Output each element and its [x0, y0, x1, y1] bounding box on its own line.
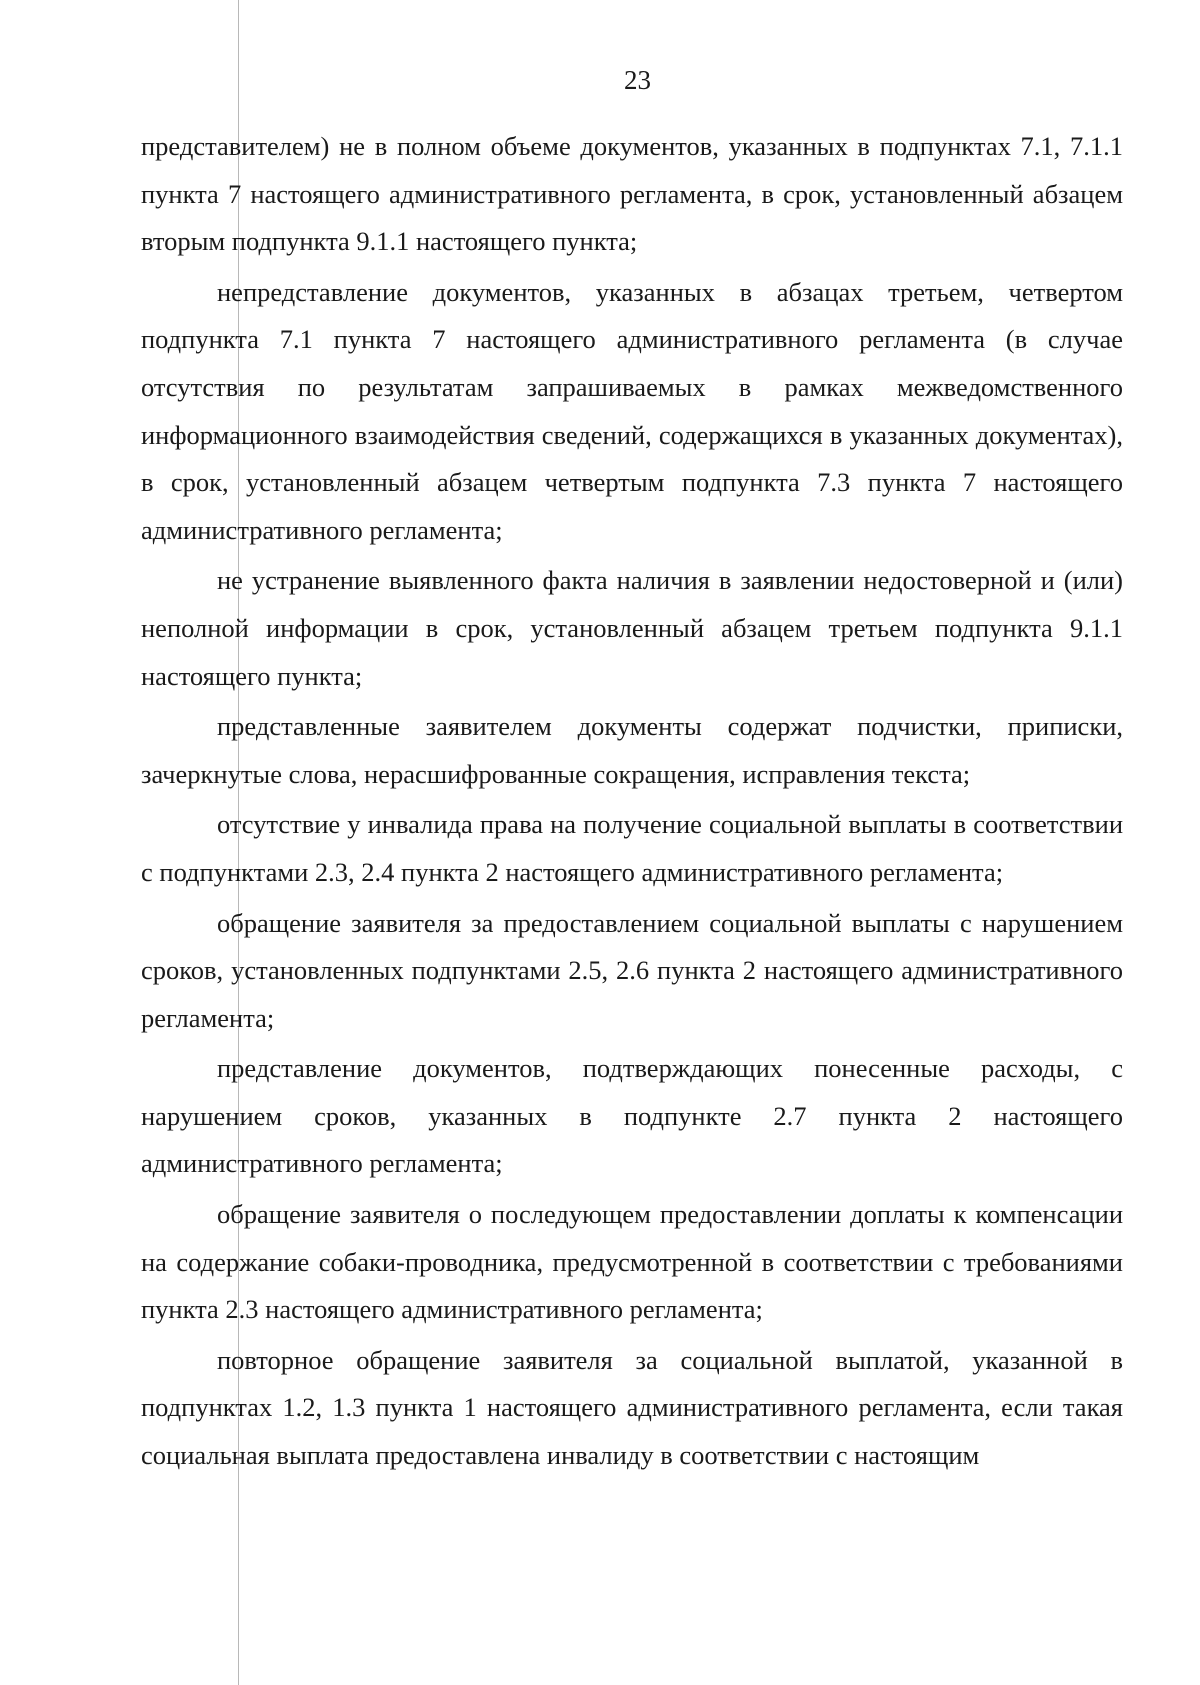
page-number: 23 — [624, 65, 651, 95]
paragraph: отсутствие у инвалида права на получение социальной выплаты в соответствии с подпунктами 2.3, 2.4 пункта 2 настоящего административного регламента; — [141, 809, 1123, 887]
paragraph: представление документов, подтверждающих понесенные расходы, с нарушением сроков, указанных в подпункте 2.7 пункта 2 настоящего административного регламента; — [141, 1053, 1123, 1179]
paragraph: непредставление документов, указанных в абзацах третьем, четвертом подпункта 7.1 пункта 7 настоящего административного регламента (в случае отсутствия по результатам запрашиваемых в рамках межведомственного информационного взаимодействия сведений, содержащихся в указанных документах), в срок, установленный абзацем четвертым подпункта 7.3 пункта 7 настоящего административного регламента; — [141, 276, 1123, 545]
paragraph: обращение заявителя о последующем предоставлении доплаты к компенсации на содержание собаки-проводника, предусмотренной в соответствии с требованиями пункта 2.3 настоящего административного регламента; — [141, 1199, 1123, 1325]
paragraph: представителем) не в полном объеме документов, указанных в подпунктах 7.1, 7.1.1 пункта 7 настоящего административного регламента, в срок, установленный абзацем вторым подпункта 9.1.1 настоящего пункта; — [141, 131, 1123, 257]
paragraph: обращение заявителя за предоставлением социальной выплаты с нарушением сроков, установленных подпунктами 2.5, 2.6 пункта 2 настоящего административного регламента; — [141, 907, 1123, 1033]
paragraph: представленные заявителем документы содержат подчистки, приписки, зачеркнутые слова, нерасшифрованные сокращения, исправления текста; — [141, 711, 1123, 789]
paragraph: повторное обращение заявителя за социальной выплатой, указанной в подпунктах 1.2, 1.3 пункта 1 настоящего административного регламента, если такая социальная выплата предоставлена инвалиду в соответствии с настоящим — [141, 1344, 1123, 1471]
document-body — [141, 123, 1123, 1483]
paragraph: не устранение выявленного факта наличия в заявлении недостоверной и (или) неполной информации в срок, установленный абзацем третьем подпункта 9.1.1 настоящего пункта; — [141, 565, 1123, 691]
